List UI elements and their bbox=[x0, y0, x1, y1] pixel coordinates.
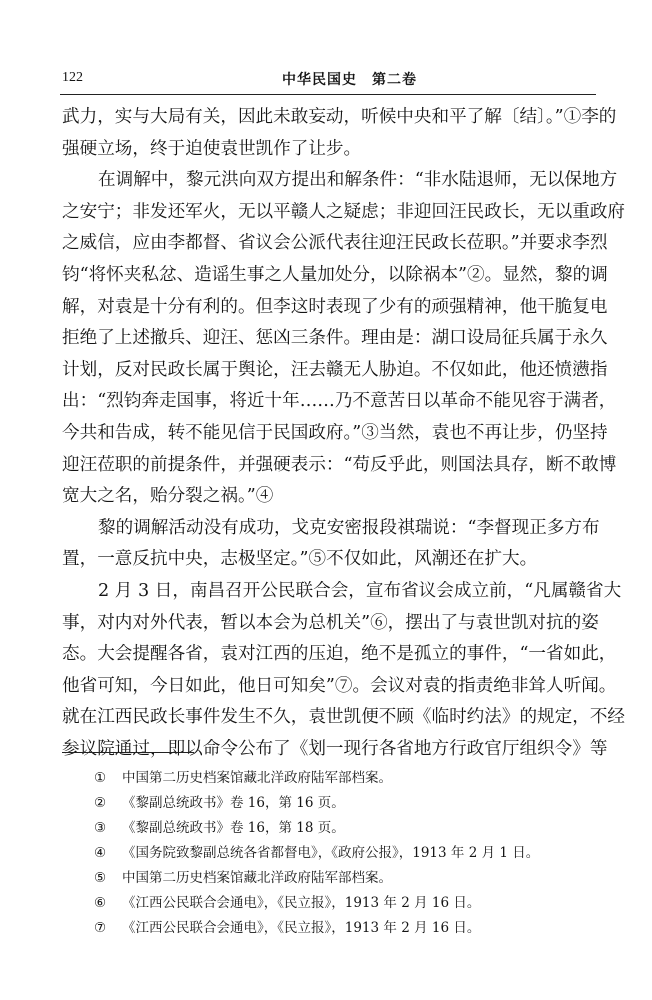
footnote-mark: ⑥ bbox=[94, 895, 107, 911]
text-line: 他省可知，今日如此，他日可知矣”⑦。会议对袁的指责绝非耸人听闻。 bbox=[62, 675, 617, 696]
footnote bbox=[94, 841, 594, 866]
header-rule bbox=[60, 94, 596, 95]
footnote-mark: ① bbox=[94, 770, 107, 786]
footnote-text: 《黎副总统政书》卷 16，第 16 页。 bbox=[122, 795, 345, 811]
text-line: 拒绝了上述撤兵、迎汪、惩凶三条件。理由是：湖口设局征兵属于永久 bbox=[62, 328, 608, 349]
text-line: 之安宁；非发还军火，无以平赣人之疑虑；非迎回汪民政长，无以重政府 bbox=[62, 201, 626, 222]
page-number: 122 bbox=[62, 70, 83, 85]
footnote-rule bbox=[62, 752, 194, 753]
page-header bbox=[60, 70, 596, 92]
text-line: 宽大之名，贻分裂之祸。”④ bbox=[62, 486, 274, 507]
footnote-text: 中国第二历史档案馆藏北洋政府陆军部档案。 bbox=[122, 770, 392, 786]
footnote-text: 中国第二历史档案馆藏北洋政府陆军部档案。 bbox=[122, 870, 392, 886]
footnote bbox=[94, 766, 594, 791]
text-line: 事，对内对外代表，暂以本会为总机关”⑥，摆出了与袁世凯对抗的姿 bbox=[62, 612, 599, 633]
footnote-text: 《黎副总统政书》卷 16，第 18 页。 bbox=[122, 820, 345, 836]
footnote bbox=[94, 891, 594, 916]
text-line: 解，对袁是十分有利的。但李这时表现了少有的顽强精神，他干脆复电 bbox=[62, 296, 608, 317]
text-line: 在调解中，黎元洪向双方提出和解条件：“非水陆退师，无以保地方 bbox=[98, 170, 618, 191]
footnote bbox=[94, 916, 594, 941]
footnote-mark: ⑦ bbox=[94, 920, 107, 936]
text-line: 就在江西民政长事件发生不久，袁世凯便不顾《临时约法》的规定，不经 bbox=[62, 707, 626, 728]
text-line: 迎汪莅职的前提条件，并强硬表示：“苟反乎此，则国法具存，断不敢博 bbox=[62, 454, 617, 475]
running-title: 中华民国史 第二卷 bbox=[282, 72, 417, 88]
footnote bbox=[94, 816, 594, 841]
body-text bbox=[62, 102, 626, 765]
footnote-mark: ⑤ bbox=[94, 870, 107, 886]
footnote-text: 《江西公民联合会通电》，《民立报》，1913 年 2 月 16 日。 bbox=[122, 895, 481, 911]
footnote bbox=[94, 866, 594, 891]
footnotes bbox=[94, 766, 594, 941]
text-line: 强硬立场，终于迫使袁世凯作了让步。 bbox=[62, 138, 362, 159]
text-line: 出：“烈钧奔走国事，将近十年……乃不意苦日以革命不能见容于满者， bbox=[62, 391, 617, 412]
text-line: 置，一意反抗中央，志极坚定。”⑤不仅如此，风潮还在扩大。 bbox=[62, 549, 538, 570]
footnote-text: 《国务院致黎副总统各省都督电》，《政府公报》，1913 年 2 月 1 日。 bbox=[122, 845, 540, 861]
text-line: 态。大会提醒各省，袁对江西的压迫，绝不是孤立的事件，“一省如此， bbox=[62, 644, 617, 665]
text-line: 今共和告成，转不能见信于民国政府。”③当然，袁也不再让步，仍坚持 bbox=[62, 422, 608, 443]
footnote-mark: ④ bbox=[94, 845, 107, 861]
footnote bbox=[94, 791, 594, 816]
text-line: 参议院通过，即以命令公布了《划一现行各省地方行政官厅组织令》等 bbox=[62, 738, 608, 759]
text-line: 黎的调解活动没有成功，戈克安密报段祺瑞说：“李督现正多方布 bbox=[98, 517, 600, 538]
footnote-mark: ③ bbox=[94, 820, 107, 836]
footnote-text: 《江西公民联合会通电》，《民立报》，1913 年 2 月 16 日。 bbox=[122, 920, 481, 936]
text-line: 之威信，应由李都督、省议会公派代表往迎汪民政长莅职。”并要求李烈 bbox=[62, 233, 608, 254]
footnote-mark: ② bbox=[94, 795, 107, 811]
text-line: 武力，实与大局有关，因此未敢妄动，听候中央和平了解〔结〕。”①李的 bbox=[62, 107, 617, 127]
text-line: 2 月 3 日，南昌召开公民联合会，宣布省议会成立前，“凡属赣省大 bbox=[98, 580, 622, 601]
text-line: 钧“将怀夹私忿、造谣生事之人量加处分，以除祸本”②。显然，黎的调 bbox=[62, 264, 608, 285]
text-line: 计划，反对民政长属于舆论，汪去赣无人胁迫。不仅如此，他还愤懑指 bbox=[62, 359, 608, 380]
